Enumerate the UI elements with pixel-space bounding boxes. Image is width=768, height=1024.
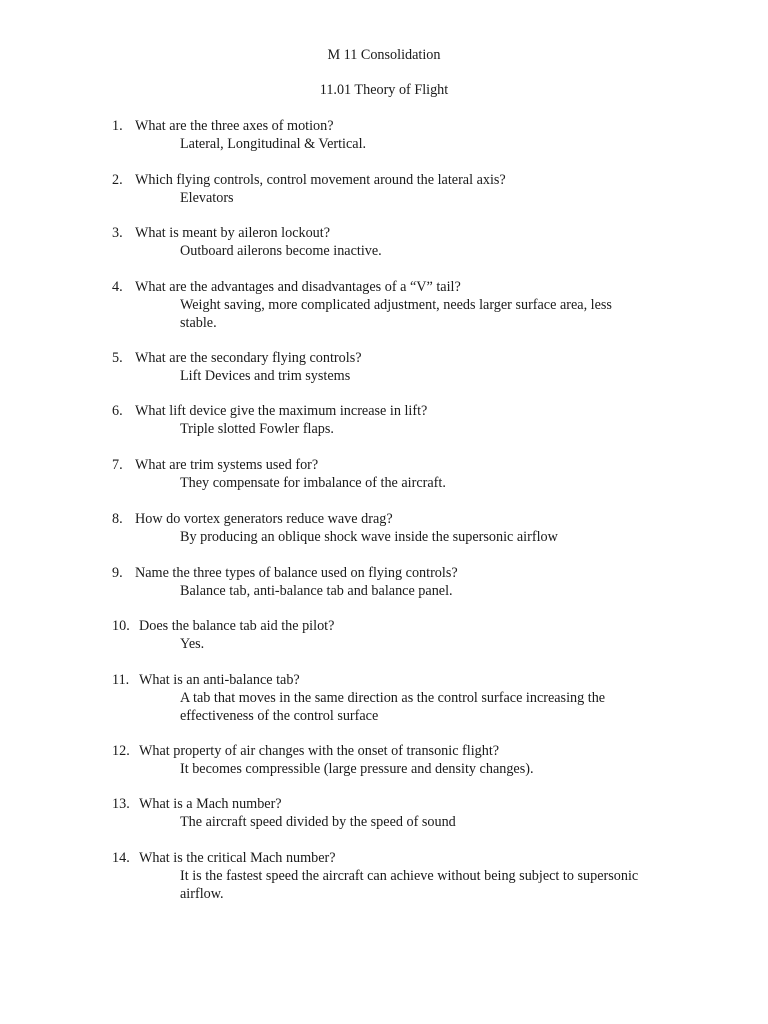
answer-text: The aircraft speed divided by the speed of sound (180, 814, 456, 830)
answer-text: By producing an oblique shock wave inside the supersonic airflow (180, 529, 558, 545)
qa-item-11 (112, 671, 692, 725)
answer-text: Outboard ailerons become inactive. (180, 243, 382, 259)
question-text: How do vortex generators reduce wave drag? (135, 511, 393, 527)
answer-text: They compensate for imbalance of the aircraft. (180, 475, 446, 491)
answer-text: Lateral, Longitudinal & Vertical. (180, 136, 367, 152)
document-title: M 11 Consolidation (327, 47, 441, 63)
question-number: 5. (112, 350, 123, 366)
qa-item-14 (112, 849, 692, 903)
question-number: 6. (112, 403, 123, 419)
question-number: 7. (112, 457, 123, 473)
answer-text: It becomes compressible (large pressure and density changes). (180, 761, 534, 777)
qa-item-4 (112, 278, 692, 332)
question-number: 12. (112, 743, 130, 759)
qa-item-10 (112, 617, 692, 653)
qa-item-2 (112, 171, 692, 207)
question-number: 8. (112, 511, 123, 527)
question-number: 2. (112, 172, 123, 188)
question-text: What is an anti-balance tab? (139, 672, 300, 688)
question-text: Which flying controls, control movement around the lateral axis? (135, 172, 506, 188)
question-text: Does the balance tab aid the pilot? (139, 618, 335, 634)
qa-item-9 (112, 564, 692, 600)
answer-text: Lift Devices and trim systems (180, 368, 351, 384)
question-number: 9. (112, 565, 123, 581)
answer-text: A tab that moves in the same direction as the control surface increasing the effectiveness of the control surface (180, 690, 606, 724)
question-text: What is the critical Mach number? (139, 850, 336, 866)
qa-item-13 (112, 795, 692, 831)
qa-item-3 (112, 224, 692, 260)
question-number: 14. (112, 850, 130, 866)
answer-text: Elevators (180, 190, 234, 206)
answer-text: Triple slotted Fowler flaps. (180, 421, 334, 437)
question-text: What lift device give the maximum increase in lift? (135, 403, 428, 419)
question-number: 13. (112, 796, 130, 812)
question-text: What is a Mach number? (139, 796, 282, 812)
answer-text: Weight saving, more complicated adjustment, needs larger surface area, less stable. (180, 297, 612, 331)
qa-item-1 (112, 117, 692, 153)
question-text: What is meant by aileron lockout? (135, 225, 331, 241)
qa-item-6 (112, 402, 692, 438)
answer-text: Balance tab, anti-balance tab and balance panel. (180, 583, 453, 599)
question-text: Name the three types of balance used on flying controls? (135, 565, 458, 581)
answer-text: Yes. (180, 636, 205, 652)
question-number: 11. (112, 672, 130, 688)
question-text: What are the secondary flying controls? (135, 350, 362, 366)
question-number: 3. (112, 225, 123, 241)
question-text: What are the advantages and disadvantages of a “V” tail? (135, 279, 461, 295)
qa-item-12 (112, 742, 692, 778)
question-number: 4. (112, 279, 123, 295)
qa-item-5 (112, 349, 692, 385)
question-text: What are trim systems used for? (135, 457, 319, 473)
question-text: What are the three axes of motion? (135, 118, 334, 134)
qa-item-8 (112, 510, 692, 546)
question-number: 1. (112, 118, 123, 134)
answer-text: It is the fastest speed the aircraft can achieve without being subject to supersonic airflow. (180, 868, 639, 902)
question-number: 10. (112, 618, 130, 634)
section-title: 11.01 Theory of Flight (319, 82, 449, 98)
question-text: What property of air changes with the onset of transonic flight? (139, 743, 500, 759)
qa-item-7 (112, 456, 692, 492)
